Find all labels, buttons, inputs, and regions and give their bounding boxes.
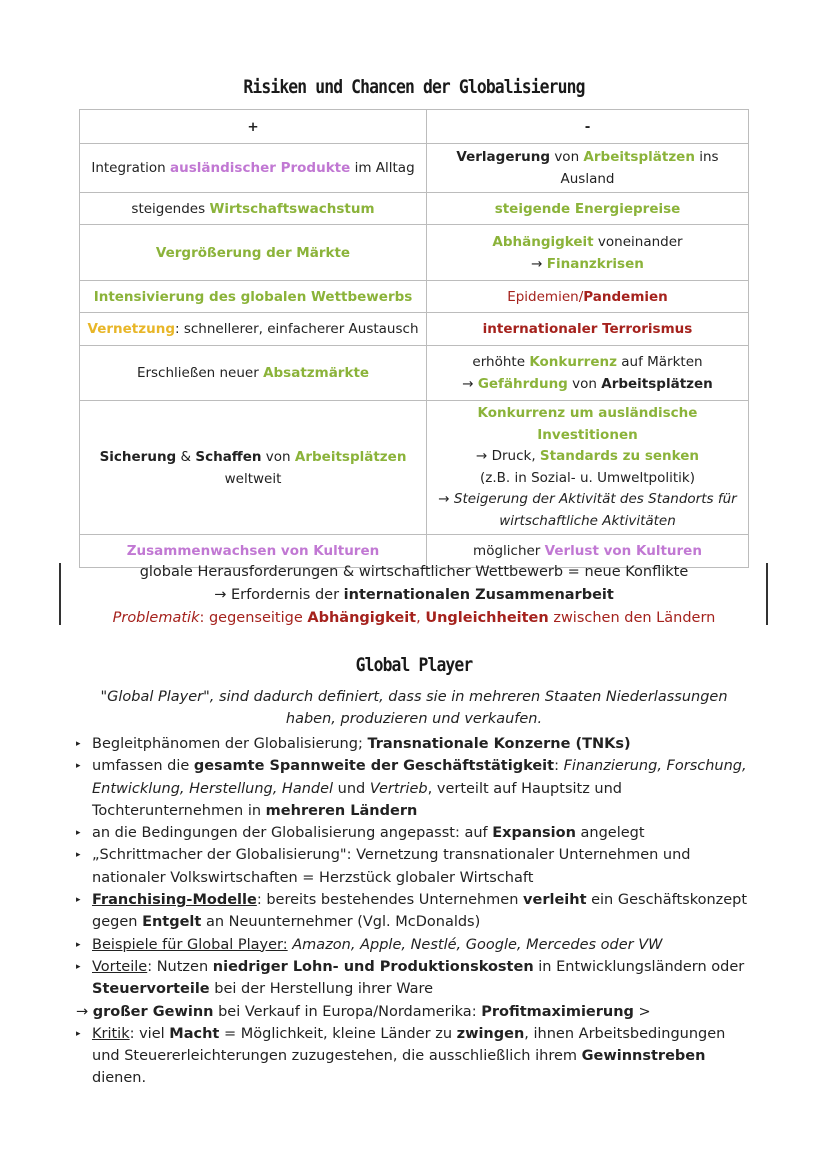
- arrow-text: →: [438, 491, 454, 507]
- pro-cell: [80, 144, 427, 193]
- pro-cell: [80, 225, 427, 281]
- text: Transnationale Konzerne (TNKs): [367, 736, 631, 752]
- arrow-text: →: [531, 255, 547, 272]
- bullet-icon: ▸: [76, 828, 81, 839]
- text: weltweit: [224, 470, 282, 487]
- summary-block: [79, 561, 749, 630]
- text: bei der Herstellung ihrer Ware: [209, 981, 434, 998]
- text: Kritik: [92, 1025, 130, 1042]
- text: von: [550, 149, 584, 165]
- text: im Alltag: [350, 160, 415, 176]
- list-item: [76, 956, 756, 1001]
- text: : viel: [129, 1025, 170, 1042]
- arrow-text: → Druck,: [475, 448, 540, 464]
- text: voneinander: [593, 233, 683, 250]
- text: Konkurrenz um ausländische Investitionen: [477, 405, 698, 443]
- text: wirtschaftliche Aktivitäten: [499, 512, 676, 529]
- text: , ihnen Arbeitsbedingungen und Steuererleichterungen zuzugestehen, die ausschließlich ihrem: [92, 1025, 726, 1065]
- text: Wirtschaftswachstum: [209, 200, 375, 217]
- summary-line: globale Herausforderungen & wirtschaftlicher Wettbewerb = neue Konflikte: [139, 564, 689, 580]
- text: möglicher: [473, 543, 545, 559]
- text: Profitmaximierung: [481, 1003, 634, 1020]
- text: mehreren Ländern: [265, 802, 418, 819]
- text: Sicherung: [99, 448, 177, 465]
- summary-line: [79, 607, 749, 630]
- text: Vergrößerung der Märkte: [155, 244, 351, 261]
- text: >: [633, 1003, 651, 1020]
- bullet-icon: ▸: [76, 850, 81, 861]
- text: Arbeitsplätzen: [294, 448, 407, 465]
- text: : bereits bestehendes Unternehmen: [256, 892, 524, 909]
- text: ins Ausland: [560, 149, 719, 187]
- text: auf Märkten: [616, 354, 703, 370]
- contra-cell: [427, 313, 749, 346]
- text: Konkurrenz: [529, 354, 617, 370]
- text: Absatzmärkte: [263, 365, 370, 381]
- text: Schaffen: [195, 448, 262, 465]
- text: → Erfordernis der: [214, 587, 344, 603]
- text: Finanzkrisen: [546, 255, 644, 272]
- text: internationaler Terrorismus: [482, 321, 693, 337]
- text: = Möglichkeit, kleine Länder zu: [219, 1025, 457, 1042]
- text: Arbeitsplätzen: [583, 149, 695, 165]
- page-title: Risiken und Chancen der Globalisierung: [243, 76, 585, 98]
- pro-cell: [80, 193, 427, 225]
- text: erhöhte: [472, 354, 530, 370]
- text: Verlagerung: [456, 149, 551, 165]
- text: Verlust von Kulturen: [544, 543, 702, 559]
- text: Pandemien: [583, 288, 668, 305]
- text: : schnellerer, einfacherer Austausch: [175, 321, 419, 337]
- text: Entgelt: [142, 914, 202, 931]
- list-item: [76, 822, 756, 844]
- bullet-icon: ▸: [76, 761, 81, 772]
- text: (z.B. in Sozial- u. Umweltpolitik): [480, 469, 695, 486]
- text: Beispiele für Global Player:: [92, 936, 288, 953]
- text: Macht: [169, 1025, 220, 1042]
- text: steigendes: [131, 200, 210, 217]
- text: Vorteile: [92, 958, 148, 975]
- list-item: [76, 934, 756, 956]
- bullet-icon: ▸: [76, 739, 81, 749]
- text: umfassen die: [92, 758, 194, 775]
- definition-text: "Global Player", sind dadurch definiert, dass sie in mehreren Staaten Niederlassungen haben, produzieren und verkaufen.: [100, 689, 728, 727]
- list-item: [76, 844, 756, 889]
- table-row: [80, 144, 749, 193]
- contra-cell: [427, 401, 749, 535]
- text: Standards zu senken: [539, 448, 700, 464]
- table-row: [80, 313, 749, 346]
- header-minus: -: [427, 110, 749, 144]
- text: , verteilt auf Hauptsitz und Tochterunternehmen in: [92, 780, 623, 819]
- text: an die Bedingungen der Globalisierung angepasst: auf: [92, 825, 493, 842]
- text: ausländischer Produkte: [170, 160, 351, 176]
- table-row: [80, 401, 749, 535]
- text: niedriger Lohn- und Produktionskosten: [212, 958, 534, 975]
- text: Intensivierung des globalen Wettbewerbs: [93, 288, 413, 305]
- text: Vernetzung: [87, 321, 175, 337]
- list-item: [76, 755, 756, 822]
- text: „Schrittmacher der Globalisierung": Vernetzung transnationaler Unternehmen und nationaler Volkswirtschaften = Herzstück globaler Wirtschaft: [92, 847, 691, 886]
- text: Abhängigkeit: [307, 610, 417, 626]
- list-item: [76, 733, 756, 755]
- text: Zusammenwachsen von Kulturen: [126, 543, 380, 559]
- text: und: [333, 780, 370, 797]
- text: Gewinnstreben: [581, 1048, 706, 1065]
- bullet-list: [76, 733, 756, 1090]
- table-row: [80, 346, 749, 401]
- comparison-table: [79, 109, 749, 568]
- bullet-icon: ▸: [76, 961, 81, 972]
- text: an Neuunternehmer (Vgl. McDonalds): [201, 914, 481, 931]
- table-header-row: [80, 110, 749, 144]
- text: in Entwicklungsländern oder: [533, 958, 745, 975]
- text: Arbeitsplätzen: [601, 376, 713, 392]
- text: zwingen: [456, 1025, 525, 1042]
- bullet-icon: ▸: [76, 939, 81, 950]
- text: ,: [416, 610, 426, 626]
- text: Gefährdung: [477, 376, 568, 392]
- text: zwischen den Ländern: [548, 610, 716, 626]
- text: &: [176, 448, 196, 465]
- text: Franchising-Modelle: [92, 892, 257, 909]
- contra-cell: [427, 281, 749, 313]
- left-divider: [59, 563, 61, 625]
- pro-cell: [80, 281, 427, 313]
- text: steigende Energiepreise: [494, 200, 681, 217]
- contra-cell: [427, 144, 749, 193]
- pro-cell: [80, 346, 427, 401]
- text: ein Geschäftskonzept gegen: [92, 892, 748, 931]
- text: : Nutzen: [147, 958, 213, 975]
- text: großer Gewinn: [92, 1003, 214, 1020]
- text: gesamte Spannweite der Geschäftstätigkeit: [193, 758, 555, 775]
- text: Integration: [91, 160, 171, 176]
- list-item: [76, 1001, 756, 1023]
- text: internationalen Zusammenarbeit: [343, 587, 614, 603]
- section-title: Global Player: [355, 654, 473, 676]
- list-item: [76, 889, 756, 934]
- text: bei Verkauf in Europa/Nordamerika:: [213, 1003, 482, 1020]
- right-divider: [766, 563, 768, 625]
- text: Problematik: [112, 610, 200, 626]
- text: Steuervorteile: [92, 981, 210, 998]
- text: dienen.: [92, 1070, 147, 1087]
- pro-cell: [80, 401, 427, 535]
- contra-cell: [427, 346, 749, 401]
- list-item: [76, 1023, 756, 1090]
- bullet-icon: ▸: [76, 895, 81, 906]
- text: Steigerung der Aktivität des Standorts für: [453, 491, 737, 507]
- contra-cell: [427, 225, 749, 281]
- arrow-text: →: [76, 1003, 93, 1020]
- text: Begleitphänomen der Globalisierung;: [92, 736, 368, 752]
- text: Vertrieb: [369, 780, 428, 797]
- table-row: [80, 281, 749, 313]
- text: von: [261, 448, 295, 465]
- text: Ungleichheiten: [425, 610, 549, 626]
- summary-line: [79, 584, 749, 607]
- text: verleiht: [523, 892, 587, 909]
- table-row: [80, 225, 749, 281]
- text: : gegenseitige: [199, 610, 308, 626]
- arrow-text: →: [462, 376, 478, 392]
- text: Abhängigkeit: [492, 233, 594, 250]
- text: Epidemien/: [507, 288, 584, 305]
- table-row: [80, 193, 749, 225]
- text: :: [554, 758, 564, 775]
- pro-cell: [80, 313, 427, 346]
- text: Expansion: [492, 825, 576, 842]
- text: von: [567, 376, 602, 392]
- bullet-icon: ▸: [76, 1028, 81, 1039]
- text: Erschließen neuer: [136, 365, 264, 381]
- text: Finanzierung, Forschung, Entwicklung, Herstellung, Handel: [92, 758, 747, 797]
- header-plus: +: [80, 110, 427, 144]
- text: Amazon, Apple, Nestlé, Google, Mercedes oder VW: [287, 936, 663, 953]
- contra-cell: [427, 193, 749, 225]
- text: angelegt: [575, 825, 645, 842]
